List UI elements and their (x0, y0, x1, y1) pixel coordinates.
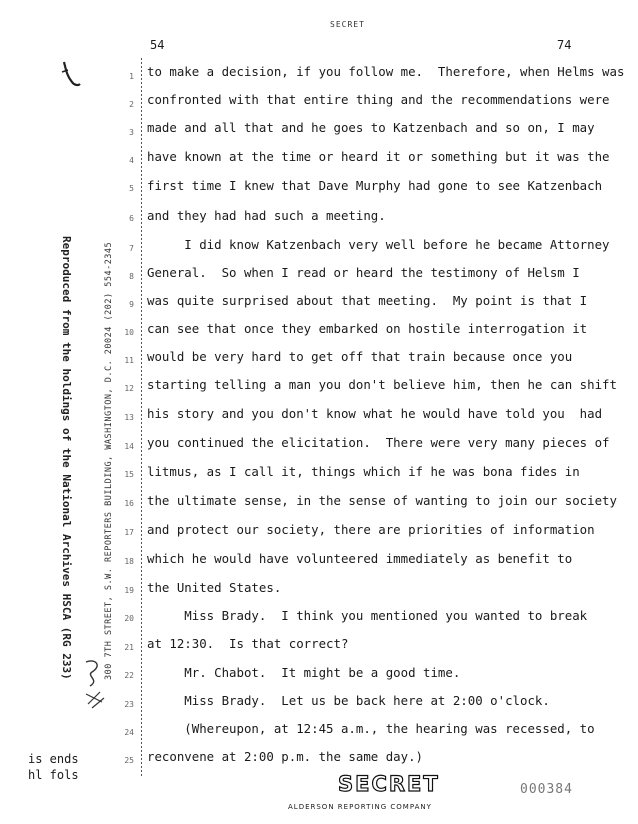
transcript-line: I did know Katzenbach very well before he became Attorney (147, 237, 610, 252)
line-number: 22 (124, 671, 134, 680)
handwritten-initials-icon (82, 656, 108, 712)
transcript-line: made and all that and he goes to Katzenbach and so on, I may (147, 120, 595, 135)
transcript-line: (Whereupon, at 12:45 a.m., the hearing was recessed, to (147, 721, 595, 736)
line-number: 2 (129, 100, 134, 109)
transcript-line: at 12:30. Is that correct? (147, 636, 349, 651)
line-number: 16 (124, 499, 134, 508)
transcript-line: you continued the elicitation. There were very many pieces of (147, 435, 610, 450)
margin-rule (141, 58, 142, 776)
line-number: 13 (124, 413, 134, 422)
line-number: 25 (124, 756, 134, 765)
secret-stamp: SECRET (338, 772, 440, 796)
transcript-line: starting telling a man you don't believe him, then he can shift (147, 377, 617, 392)
line-number: 12 (124, 384, 134, 393)
page-number-left: 54 (150, 38, 165, 52)
transcript-line: Miss Brady. I think you mentioned you wanted to break (147, 608, 588, 623)
line-number: 20 (124, 614, 134, 623)
line-number: 6 (129, 214, 134, 223)
margin-note: is ends (28, 752, 79, 766)
line-number: 17 (124, 528, 134, 537)
transcript-line: reconvene at 2:00 p.m. the same day.) (147, 749, 424, 764)
transcript-line: Mr. Chabot. It might be a good time. (147, 665, 461, 680)
transcript-line: the United States. (147, 580, 282, 595)
transcript-line: and they had had such a meeting. (147, 208, 386, 223)
transcript-line: General. So when I read or heard the testimony of Helsm I (147, 265, 580, 280)
line-number: 5 (129, 184, 134, 193)
line-number: 9 (129, 300, 134, 309)
transcript-line: first time I knew that Dave Murphy had gone to see Katzenbach (147, 178, 603, 193)
transcript-line: Miss Brady. Let us be back here at 2:00 o'clock. (147, 693, 550, 708)
transcript-line: which he would have volunteered immediately as benefit to (147, 551, 573, 566)
transcript-line: to make a decision, if you follow me. Therefore, when Helms was (147, 64, 625, 79)
transcript-line: his story and you don't know what he would have told you had (147, 406, 603, 421)
archive-credit: Reproduced from the holdings of the National Archives HSCA (RG 233) (60, 236, 73, 680)
page-number-right: 74 (557, 38, 572, 52)
document-number: 000384 (520, 782, 573, 797)
transcript-line: was quite surprised about that meeting. My point is that I (147, 293, 588, 308)
line-number: 18 (124, 557, 134, 566)
line-number: 19 (124, 586, 134, 595)
line-number: 21 (124, 643, 134, 652)
transcript-line: can see that once they embarked on hostile interrogation it (147, 321, 588, 336)
line-number: 23 (124, 700, 134, 709)
transcript-line: litmus, as I call it, things which if he was bona fides in (147, 464, 580, 479)
line-number: 8 (129, 272, 134, 281)
transcript-line: would be very hard to get off that train because once you (147, 349, 573, 364)
line-number: 1 (129, 72, 134, 81)
reporter-address: 300 7TH STREET, S.W. REPORTERS BUILDING, WASHINGTON, D.C. 20024 (202) 554-2345 (104, 241, 114, 680)
top-classification-mark: SECRET (330, 20, 365, 29)
transcript-line: and protect our society, there are priorities of information (147, 522, 595, 537)
line-number: 15 (124, 470, 134, 479)
line-number: 11 (124, 356, 134, 365)
line-number: 7 (129, 244, 134, 253)
handwritten-mark-icon (58, 60, 84, 90)
reporter-name: ALDERSON REPORTING COMPANY (288, 803, 432, 811)
line-number: 10 (124, 328, 134, 337)
transcript-line: the ultimate sense, in the sense of wanting to join our society (147, 493, 617, 508)
line-number: 4 (129, 156, 134, 165)
line-number: 3 (129, 128, 134, 137)
transcript-line: confronted with that entire thing and the recommendations were (147, 92, 610, 107)
margin-note: hl fols (28, 768, 79, 782)
line-number: 24 (124, 728, 134, 737)
transcript-line: have known at the time or heard it or something but it was the (147, 149, 610, 164)
line-number: 14 (124, 442, 134, 451)
